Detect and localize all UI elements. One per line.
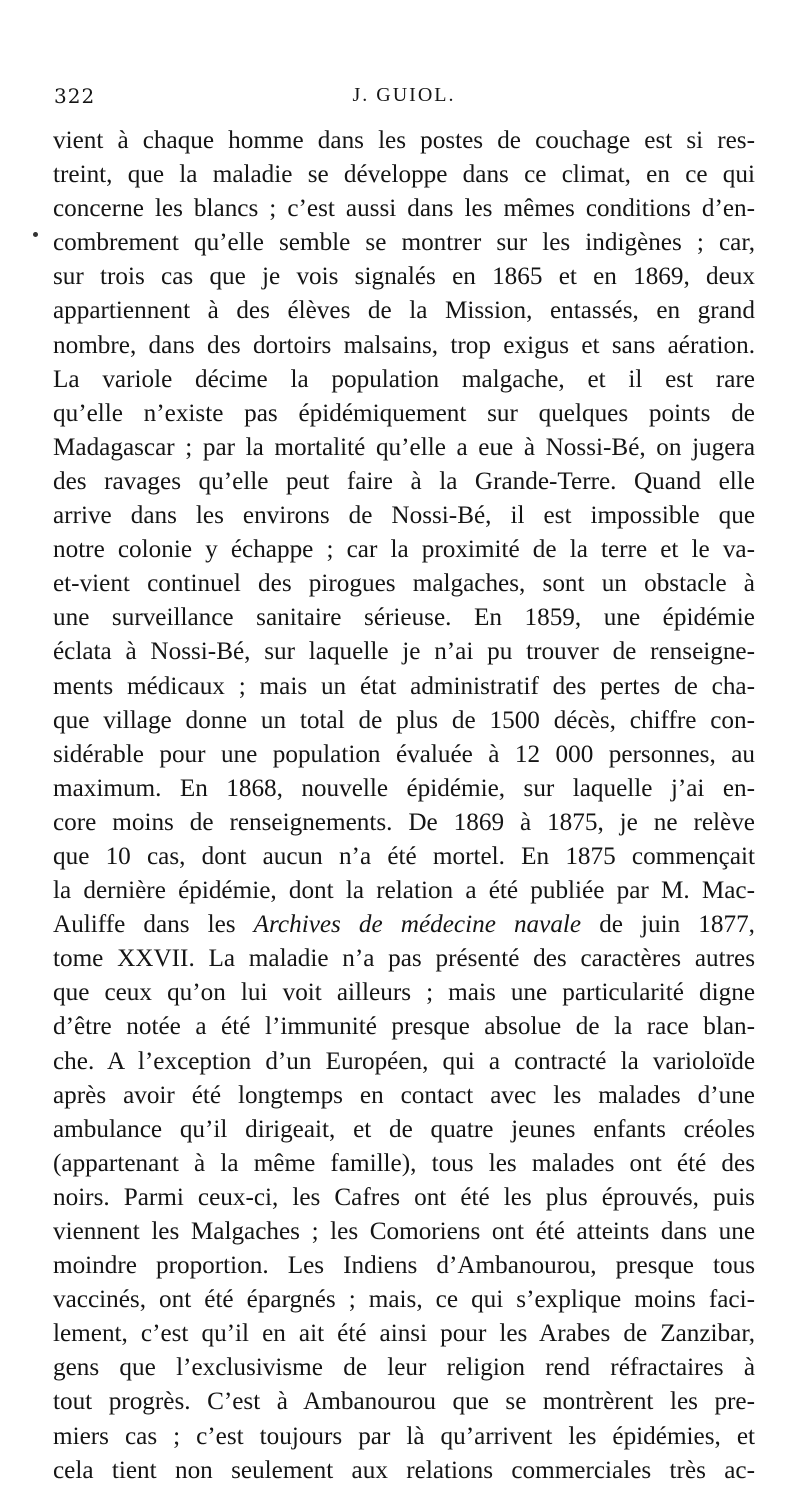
text-segment: notre colonie y échappe ; car la proximité de la terre et le va-	[53, 536, 755, 564]
text-segment: des ravages qu’elle peut faire à la Grande-Terre. Quand elle	[53, 467, 755, 495]
body-text	[53, 124, 755, 1488]
text-segment: lement, c’est qu’il en ait été ainsi pour les Arabes de Zanzibar,	[53, 1320, 755, 1348]
text-segment: éclata à Nossi-Bé, sur laquelle je n’ai pu trouver de renseigne-	[53, 638, 755, 666]
text-segment: vient à chaque homme dans les postes de couchage est si res-	[53, 127, 755, 154]
text-segment: d’être notée a été l’immunité presque absolue de la race blan-	[53, 1013, 755, 1041]
text-segment: qu’elle n’existe pas épidémiquement sur quelques points de	[53, 399, 755, 427]
text-line	[53, 772, 755, 806]
text-line	[53, 1420, 755, 1454]
text-line	[53, 1385, 755, 1419]
text-line	[53, 533, 755, 567]
text-line	[53, 806, 755, 840]
text-segment: nombre, dans des dortoirs malsains, trop exigus et sans aération.	[53, 331, 755, 359]
text-segment: combrement qu’elle semble se montrer sur les indigènes ; car,	[53, 229, 755, 257]
margin-mark	[33, 232, 38, 237]
text-line	[53, 1113, 755, 1147]
text-segment: core moins de renseignements. De 1869 à 1875, je ne relève	[53, 808, 755, 836]
text-segment: que village donne un total de plus de 1500 décès, chiffre con-	[53, 706, 755, 734]
text-segment: treint, que la maladie se développe dans ce climat, en ce qui	[53, 161, 755, 189]
text-line	[53, 670, 755, 704]
text-segment: ambulance qu’il dirigeait, et de quatre jeunes enfants créoles	[53, 1115, 755, 1143]
page-header	[54, 84, 754, 114]
text-segment: que 10 cas, dont aucun n’a été mortel. En 1875 commençait	[53, 842, 755, 870]
text-segment: tome XXVII. La maladie n’a pas présenté des caractères autres	[53, 945, 755, 973]
text-segment: La variole décime la population malgache, et il est rare	[53, 365, 755, 393]
text-line	[53, 465, 755, 499]
text-segment: que ceux qu’on lui voit ailleurs ; mais une particularité digne	[53, 979, 755, 1007]
running-head: J. GUIOL.	[352, 84, 456, 106]
text-line	[53, 431, 755, 465]
text-line	[53, 874, 755, 908]
text-segment: après avoir été longtemps en contact avec les malades d’une	[53, 1081, 755, 1109]
text-line	[53, 908, 755, 942]
text-segment: arrive dans les environs de Nossi-Bé, il est impossible que	[53, 502, 755, 530]
text-segment: viennent les Malgaches ; les Comoriens ont été atteints dans une	[53, 1218, 755, 1245]
text-line	[53, 294, 755, 328]
text-segment: tout progrès. C’est à Ambanourou que se montrèrent les pre-	[53, 1388, 755, 1416]
text-line	[53, 124, 755, 158]
text-segment: Madagascar ; par la mortalité qu’elle a eue à Nossi-Bé, on jugera	[53, 433, 755, 461]
italic-title: Archives de médecine navale	[253, 911, 582, 939]
text-segment: (appartenant à la même famille), tous les malades ont été des	[53, 1149, 755, 1177]
text-segment: cela tient non seulement aux relations commerciales très ac-	[53, 1456, 755, 1484]
text-line	[53, 1181, 755, 1215]
text-line	[53, 1147, 755, 1181]
text-line	[53, 738, 755, 772]
text-line	[53, 567, 755, 601]
text-line	[53, 260, 755, 294]
text-line	[53, 1010, 755, 1044]
text-segment: miers cas ; c’est toujours par là qu’arrivent les épidémies, et	[53, 1422, 755, 1450]
page-number: 322	[54, 84, 96, 108]
text-line	[53, 158, 755, 192]
text-segment: noirs. Parmi ceux-ci, les Cafres ont été les plus éprouvés, puis	[53, 1183, 755, 1211]
text-segment: che. A l’exception d’un Européen, qui a contracté la varioloïde	[53, 1047, 755, 1075]
text-segment: de juin 1877,	[581, 911, 755, 939]
text-segment: gens que l’exclusivisme de leur religion rend réfractaires à	[53, 1354, 755, 1382]
text-segment: une surveillance sanitaire sérieuse. En 1859, une épidémie	[53, 604, 755, 632]
text-line	[53, 1215, 755, 1249]
text-segment: maximum. En 1868, nouvelle épidémie, sur laquelle j’ai en-	[53, 774, 755, 802]
text-segment: appartiennent à des élèves de la Mission, entassés, en grand	[53, 297, 755, 325]
text-segment: sur trois cas que je vois signalés en 1865 et en 1869, deux	[53, 263, 755, 291]
text-line	[53, 1454, 755, 1488]
text-segment: et-vient continuel des pirogues malgaches, sont un obstacle à	[53, 570, 755, 598]
text-line	[53, 226, 755, 260]
text-line	[53, 1283, 755, 1317]
text-line	[53, 1079, 755, 1113]
text-segment: concerne les blancs ; c’est aussi dans les mêmes conditions d’en-	[53, 195, 755, 223]
text-line	[53, 601, 755, 635]
text-segment: la dernière épidémie, dont la relation a été publiée par M. Mac-	[53, 877, 755, 905]
text-line	[53, 363, 755, 397]
text-line	[53, 1045, 755, 1079]
text-line	[53, 499, 755, 533]
text-line	[53, 840, 755, 874]
text-line	[53, 1351, 755, 1385]
text-segment: vaccinés, ont été épargnés ; mais, ce qui s’explique moins faci-	[53, 1286, 755, 1314]
text-line	[53, 635, 755, 669]
text-line	[53, 1317, 755, 1351]
text-segment: Auliffe dans les	[53, 911, 254, 939]
text-line	[53, 976, 755, 1010]
text-line	[53, 942, 755, 976]
text-segment: moindre proportion. Les Indiens d’Ambanourou, presque tous	[53, 1252, 755, 1280]
text-line	[53, 329, 755, 363]
text-line	[53, 1249, 755, 1283]
text-line	[53, 192, 755, 226]
text-segment: sidérable pour une population évaluée à 12 000 personnes, au	[53, 740, 755, 768]
text-line	[53, 704, 755, 738]
text-segment: ments médicaux ; mais un état administratif des pertes de cha-	[53, 672, 755, 700]
text-line	[53, 397, 755, 431]
